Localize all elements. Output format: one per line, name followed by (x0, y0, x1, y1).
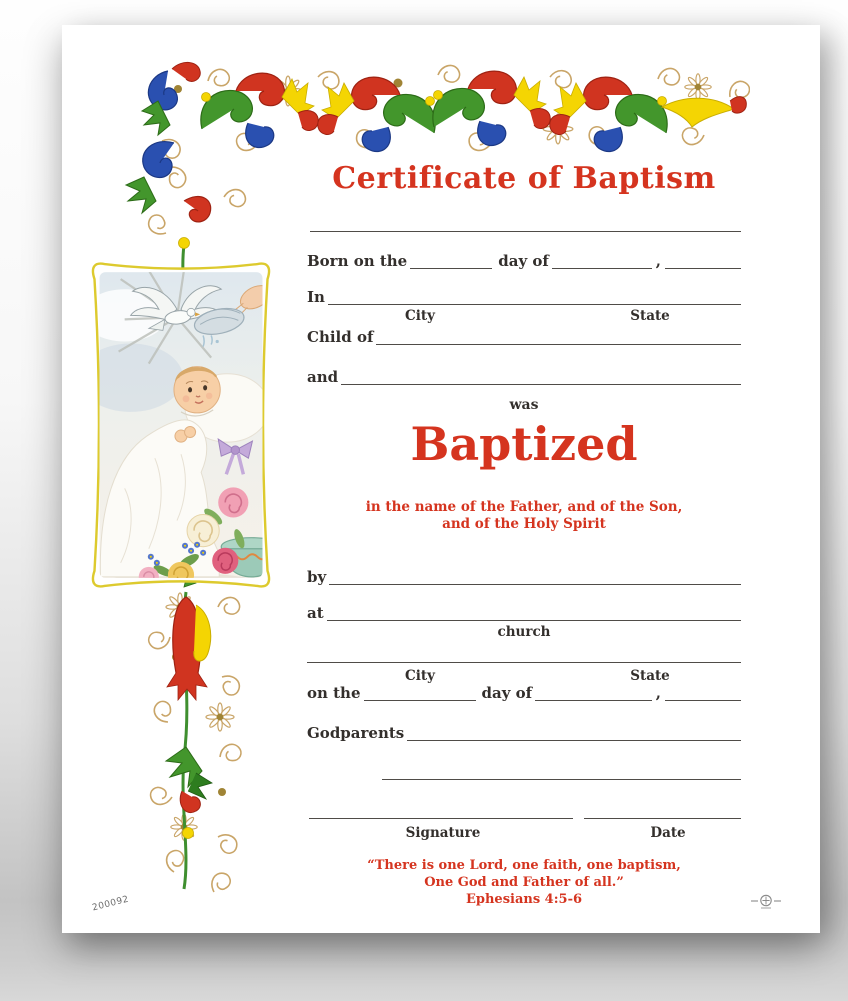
state-caption: State (630, 308, 670, 324)
birth-city-state-blank (328, 290, 741, 305)
was-word: was (509, 397, 539, 413)
officiant-blank (329, 570, 741, 585)
birth-date-row (307, 249, 741, 269)
baptism-illustration (84, 257, 278, 593)
date-caption: Date (650, 825, 686, 841)
day-of-label-2: day of (481, 684, 533, 702)
invocation-line-1: in the name of the Father, and of the Son, (365, 499, 683, 515)
publisher-emblem-icon (750, 893, 782, 913)
city-caption: City (405, 308, 435, 324)
baptism-date-row (307, 681, 741, 701)
in-label: In (307, 288, 325, 306)
on-the-label: on the (307, 684, 361, 702)
baptism-day-blank (364, 686, 476, 701)
scripture-quote-line-1: “There is one Lord, one faith, one baptism, (367, 858, 681, 873)
officiant-row (307, 565, 741, 585)
child-name-line (310, 231, 741, 232)
certificate-form (307, 25, 741, 933)
city-caption-2: City (405, 668, 435, 684)
certificate-sheet (62, 25, 820, 933)
godparents-line-2 (382, 779, 741, 780)
birth-month-blank (552, 254, 652, 269)
by-label: by (307, 568, 327, 586)
baptism-year-blank (665, 686, 741, 701)
invocation-line-2: and of the Holy Spirit (442, 516, 606, 532)
birth-place-row (307, 285, 741, 305)
godparents-blank-1 (407, 726, 741, 741)
birth-day-blank (410, 254, 492, 269)
parent2-row (307, 365, 741, 385)
church-caption: church (497, 624, 551, 640)
godparents-label: Godparents (307, 724, 405, 742)
day-of-label: day of (498, 252, 549, 270)
item-number: 200092 (91, 894, 131, 914)
church-name-blank (327, 606, 741, 621)
certificate-title: Certificate of Baptism (332, 161, 716, 196)
birth-year-blank (665, 254, 741, 269)
born-on-the-label: Born on the (307, 252, 408, 270)
baptism-month-blank (535, 686, 652, 701)
baptized-heading: Baptized (410, 417, 638, 471)
scripture-quote-line-2: One God and Father of all.” (424, 875, 624, 890)
comma-separator-2: , (655, 684, 661, 702)
parent2-blank (341, 370, 741, 385)
godparents-row (307, 721, 741, 741)
parent1-row (307, 325, 741, 345)
parent1-blank (376, 330, 741, 345)
signature-line (309, 818, 573, 819)
date-line (584, 818, 741, 819)
church-city-state-line (307, 662, 741, 663)
child-of-label: Child of (307, 328, 374, 346)
signature-caption: Signature (405, 825, 481, 841)
corner-flourish (142, 62, 200, 135)
comma-separator: , (655, 252, 661, 270)
and-label: and (307, 368, 339, 386)
state-caption-2: State (630, 668, 670, 684)
scripture-reference: Ephesians 4:5-6 (465, 892, 583, 907)
church-row (307, 601, 741, 621)
at-label: at (307, 604, 324, 622)
